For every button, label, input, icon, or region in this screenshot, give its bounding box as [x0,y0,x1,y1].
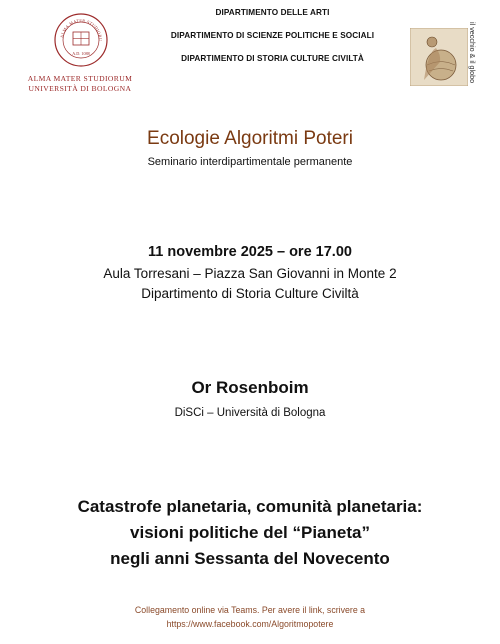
old-man-globe-emblem-icon [410,28,468,86]
footer-note: Collegamento online via Teams. Per avere il link, scrivere a [134,605,366,615]
logo-text-line1: ALMA MATER STUDIORUM [27,74,133,83]
departments-list [150,8,395,77]
series-title: Ecologie Algoritmi Poteri [147,128,353,149]
speaker-block [0,378,500,419]
department-scienze-politiche: DIPARTIMENTO DI SCIENZE POLITICHE E SOCIALI [170,31,375,40]
event-date: 11 novembre 2025 – ore 17.00 [148,244,352,260]
university-logo [14,8,146,100]
talk-title-line: Catastrofe planetaria, comunità planetaria: [77,497,423,516]
department-arti: DIPARTIMENTO DELLE ARTI [215,8,330,17]
footer [0,603,500,631]
logo-text-line2: UNIVERSITÀ DI BOLOGNA [28,84,132,93]
event-department: Dipartimento di Storia Culture Civiltà [141,286,359,301]
footer-link[interactable]: https://www.facebook.com/Algoritmopotere [166,619,334,629]
event-venue: Aula Torresani – Piazza San Giovanni in Monte 2 [103,266,397,281]
svg-text:A.D. 1088: A.D. 1088 [72,51,90,56]
speaker-name: Or Rosenboim [191,378,309,397]
talk-title-line: negli anni Sessanta del Novecento [110,549,390,568]
university-seal-icon [53,12,109,68]
svg-text:ALMA MATER STUDIORUM: ALMA MATER STUDIORU [59,17,104,42]
talk-title [0,494,500,572]
emblem-caption: il vecchio & il globo [468,22,477,84]
talk-title-line: visioni politiche del “Pianeta” [130,523,370,542]
event-info [0,244,500,306]
speaker-affiliation: DiSCi – Università di Bologna [174,407,326,419]
series-subtitle: Seminario interdipartimentale permanente [147,156,353,168]
department-storia: DIPARTIMENTO DI STORIA CULTURE CIVILTÀ [181,54,364,63]
